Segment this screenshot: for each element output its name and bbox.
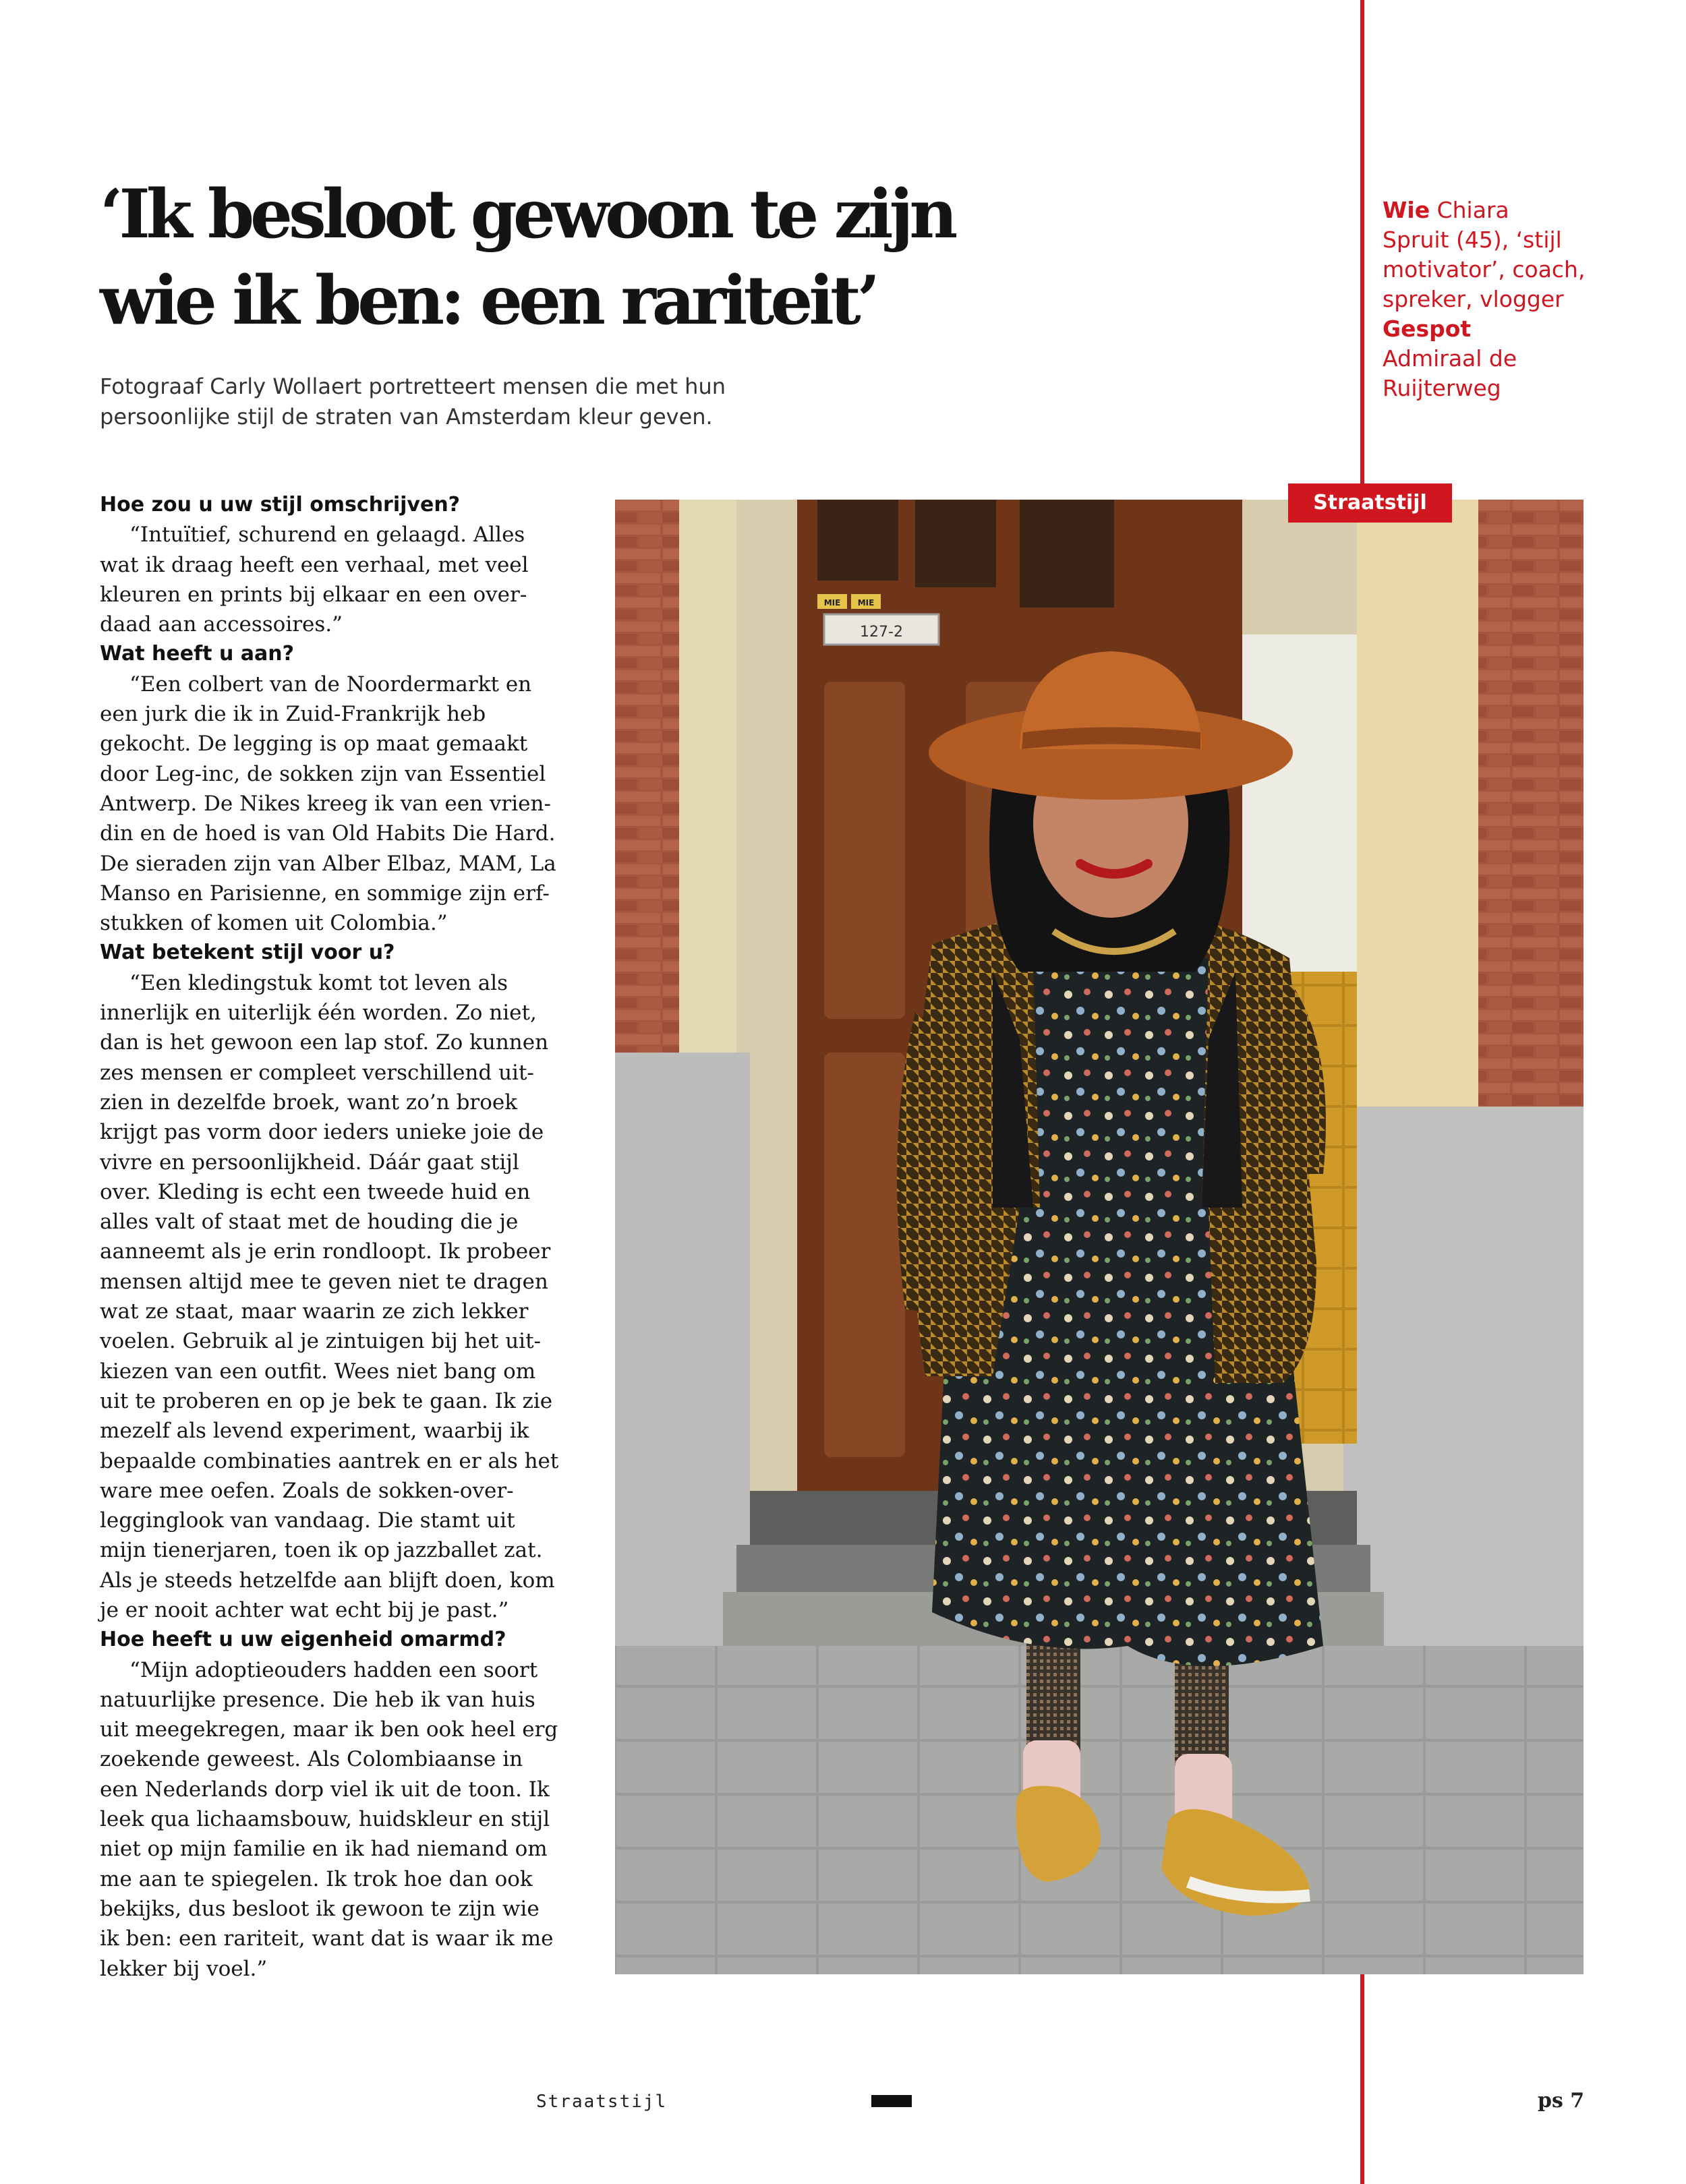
article-line: Manso en Parisienne, en sommige zijn erf- bbox=[100, 881, 550, 906]
article-line: innerlijk en uiterlijk één worden. Zo niet, bbox=[100, 1001, 537, 1026]
info-wie-line-2: Spruit (45), ‘stijl bbox=[1383, 227, 1562, 253]
article-line: dan is het gewoon een lap stof. Zo kunnen bbox=[100, 1030, 549, 1055]
article-line: over. Kleding is echt een tweede huid en bbox=[100, 1179, 531, 1204]
article-line: lekker bij voel.” bbox=[100, 1956, 268, 1981]
article-line: zoekende geweest. Als Colombiaanse in bbox=[100, 1747, 523, 1772]
footer-page-number: ps 7 bbox=[1538, 2089, 1585, 2113]
article-line: wat ik draag heeft een verhaal, met veel bbox=[100, 552, 529, 577]
footer-mark bbox=[871, 2095, 912, 2107]
article-line: ik ben: een rariteit, want dat is waar ik me bbox=[100, 1926, 554, 1951]
headline-line-1: ‘Ik besloot gewoon te zijn bbox=[100, 175, 954, 254]
article-question: Wat heeft u aan? bbox=[100, 642, 294, 666]
portrait-photo bbox=[615, 500, 1583, 1974]
article-line: leek qua lichaamsbouw, huidskleur en stijl bbox=[100, 1807, 550, 1832]
section-tag-straatstijl: Straatstijl bbox=[1288, 483, 1452, 523]
article-line: vivre en persoonlijkheid. Dáár gaat stijl bbox=[100, 1150, 519, 1175]
intro-line-2: persoonlijke stijl de straten van Amsterdam kleur geven. bbox=[100, 404, 713, 430]
headline-line-2: wie ik ben: een rariteit’ bbox=[100, 262, 877, 340]
footer-section-label: Straatstijl bbox=[536, 2092, 668, 2112]
article-line: een jurk die ik in Zuid-Frankrijk heb bbox=[100, 702, 486, 727]
article-line: wat ze staat, maar waarin ze zich lekker bbox=[100, 1299, 529, 1324]
article-line: ware mee oefen. Zoals de sokken-over- bbox=[100, 1478, 514, 1503]
info-wie-line-3: motivator’, coach, bbox=[1383, 256, 1586, 283]
info-wie-value-1: Chiara bbox=[1436, 197, 1509, 223]
article-line: “Een kledingstuk komt tot leven als bbox=[129, 970, 508, 995]
article-line: uit te proberen en op je bek te gaan. Ik zie bbox=[100, 1388, 553, 1413]
intro-text bbox=[100, 372, 815, 432]
info-wie-line-1 bbox=[1383, 196, 1652, 225]
article-question: Hoe zou u uw stijl omschrijven? bbox=[100, 493, 461, 517]
article-line: uit meegekregen, maar ik ben ook heel erg bbox=[100, 1717, 558, 1742]
article-line: natuurlijke presence. Die heb ik van huis bbox=[100, 1687, 535, 1712]
article-body bbox=[100, 490, 558, 1984]
article-line: een Nederlands dorp viel ik uit de toon. Ik bbox=[100, 1777, 550, 1802]
intro-line-1: Fotograaf Carly Wollaert portretteert mensen die met hun bbox=[100, 374, 726, 399]
article-line: kleuren en prints bij elkaar en een over- bbox=[100, 582, 527, 607]
info-gespot-label-text: Gespot bbox=[1383, 316, 1472, 342]
article-line: legginglook van vandaag. Die stamt uit bbox=[100, 1508, 515, 1533]
article-line: din en de hoed is van Old Habits Die Hard. bbox=[100, 821, 556, 846]
headline bbox=[100, 171, 977, 344]
info-wie-line-4: spreker, vlogger bbox=[1383, 286, 1564, 312]
article-line: Antwerp. De Nikes kreeg ik van een vrien- bbox=[100, 791, 551, 816]
article-line: Als je steeds hetzelfde aan blijft doen, kom bbox=[100, 1568, 555, 1593]
article-line: daad aan accessoires.” bbox=[100, 612, 343, 637]
article-line: “Een colbert van de Noordermarkt en bbox=[129, 672, 532, 697]
article-question: Wat betekent stijl voor u? bbox=[100, 941, 395, 965]
article-line: mijn tienerjaren, toen ik op jazzballet zat. bbox=[100, 1538, 543, 1563]
article-question: Hoe heeft u uw eigenheid omarmd? bbox=[100, 1628, 506, 1652]
article-line: zien in dezelfde broek, want zo’n broek bbox=[100, 1090, 518, 1115]
article-line: De sieraden zijn van Alber Elbaz, MAM, La bbox=[100, 851, 556, 876]
info-gespot-line-1: Admiraal de bbox=[1383, 345, 1517, 372]
info-wie-label: Wie bbox=[1383, 197, 1430, 223]
article-line: je er nooit achter wat echt bij je past.” bbox=[100, 1597, 509, 1622]
article-line: door Leg-inc, de sokken zijn van Essentiel bbox=[100, 761, 546, 786]
article-line: “Intuïtief, schurend en gelaagd. Alles bbox=[129, 523, 525, 548]
article-line: me aan te spiegelen. Ik trok hoe dan ook bbox=[100, 1866, 533, 1891]
article-line: mezelf als levend experiment, waarbij ik bbox=[100, 1419, 529, 1444]
door-sticker-2: MIE bbox=[857, 598, 875, 608]
street-style-photo-illustration bbox=[615, 500, 1583, 1974]
article-line: voelen. Gebruik al je zintuigen bij het uit- bbox=[100, 1329, 542, 1354]
door-sticker-1: MIE bbox=[823, 598, 841, 608]
article-line: aanneemt als je erin rondloopt. Ik probeer bbox=[100, 1239, 551, 1264]
info-box bbox=[1383, 196, 1652, 403]
door-number-sign: 127-2 bbox=[860, 624, 903, 641]
article-line: stukken of komen uit Colombia.” bbox=[100, 911, 448, 936]
info-gespot-label bbox=[1383, 314, 1652, 344]
article-line: bepaalde combinaties aantrek en er als het bbox=[100, 1448, 559, 1473]
article-line: zes mensen er compleet verschillend uit- bbox=[100, 1060, 534, 1085]
article-line: alles valt of staat met de houding die je bbox=[100, 1210, 519, 1235]
article-line: niet op mijn familie en ik had niemand om bbox=[100, 1837, 548, 1862]
article-line: “Mijn adoptieouders hadden een soort bbox=[129, 1657, 538, 1682]
article-line: gekocht. De legging is op maat gemaakt bbox=[100, 732, 528, 757]
article-line: krijgt pas vorm door ieders unieke joie de bbox=[100, 1120, 544, 1145]
info-gespot-line-2: Ruijterweg bbox=[1383, 375, 1501, 401]
article-line: kiezen van een outfit. Wees niet bang om bbox=[100, 1359, 536, 1384]
article-line: mensen altijd mee te geven niet te dragen bbox=[100, 1269, 548, 1294]
article-line: bekijks, dus besloot ik gewoon te zijn wie bbox=[100, 1896, 540, 1921]
